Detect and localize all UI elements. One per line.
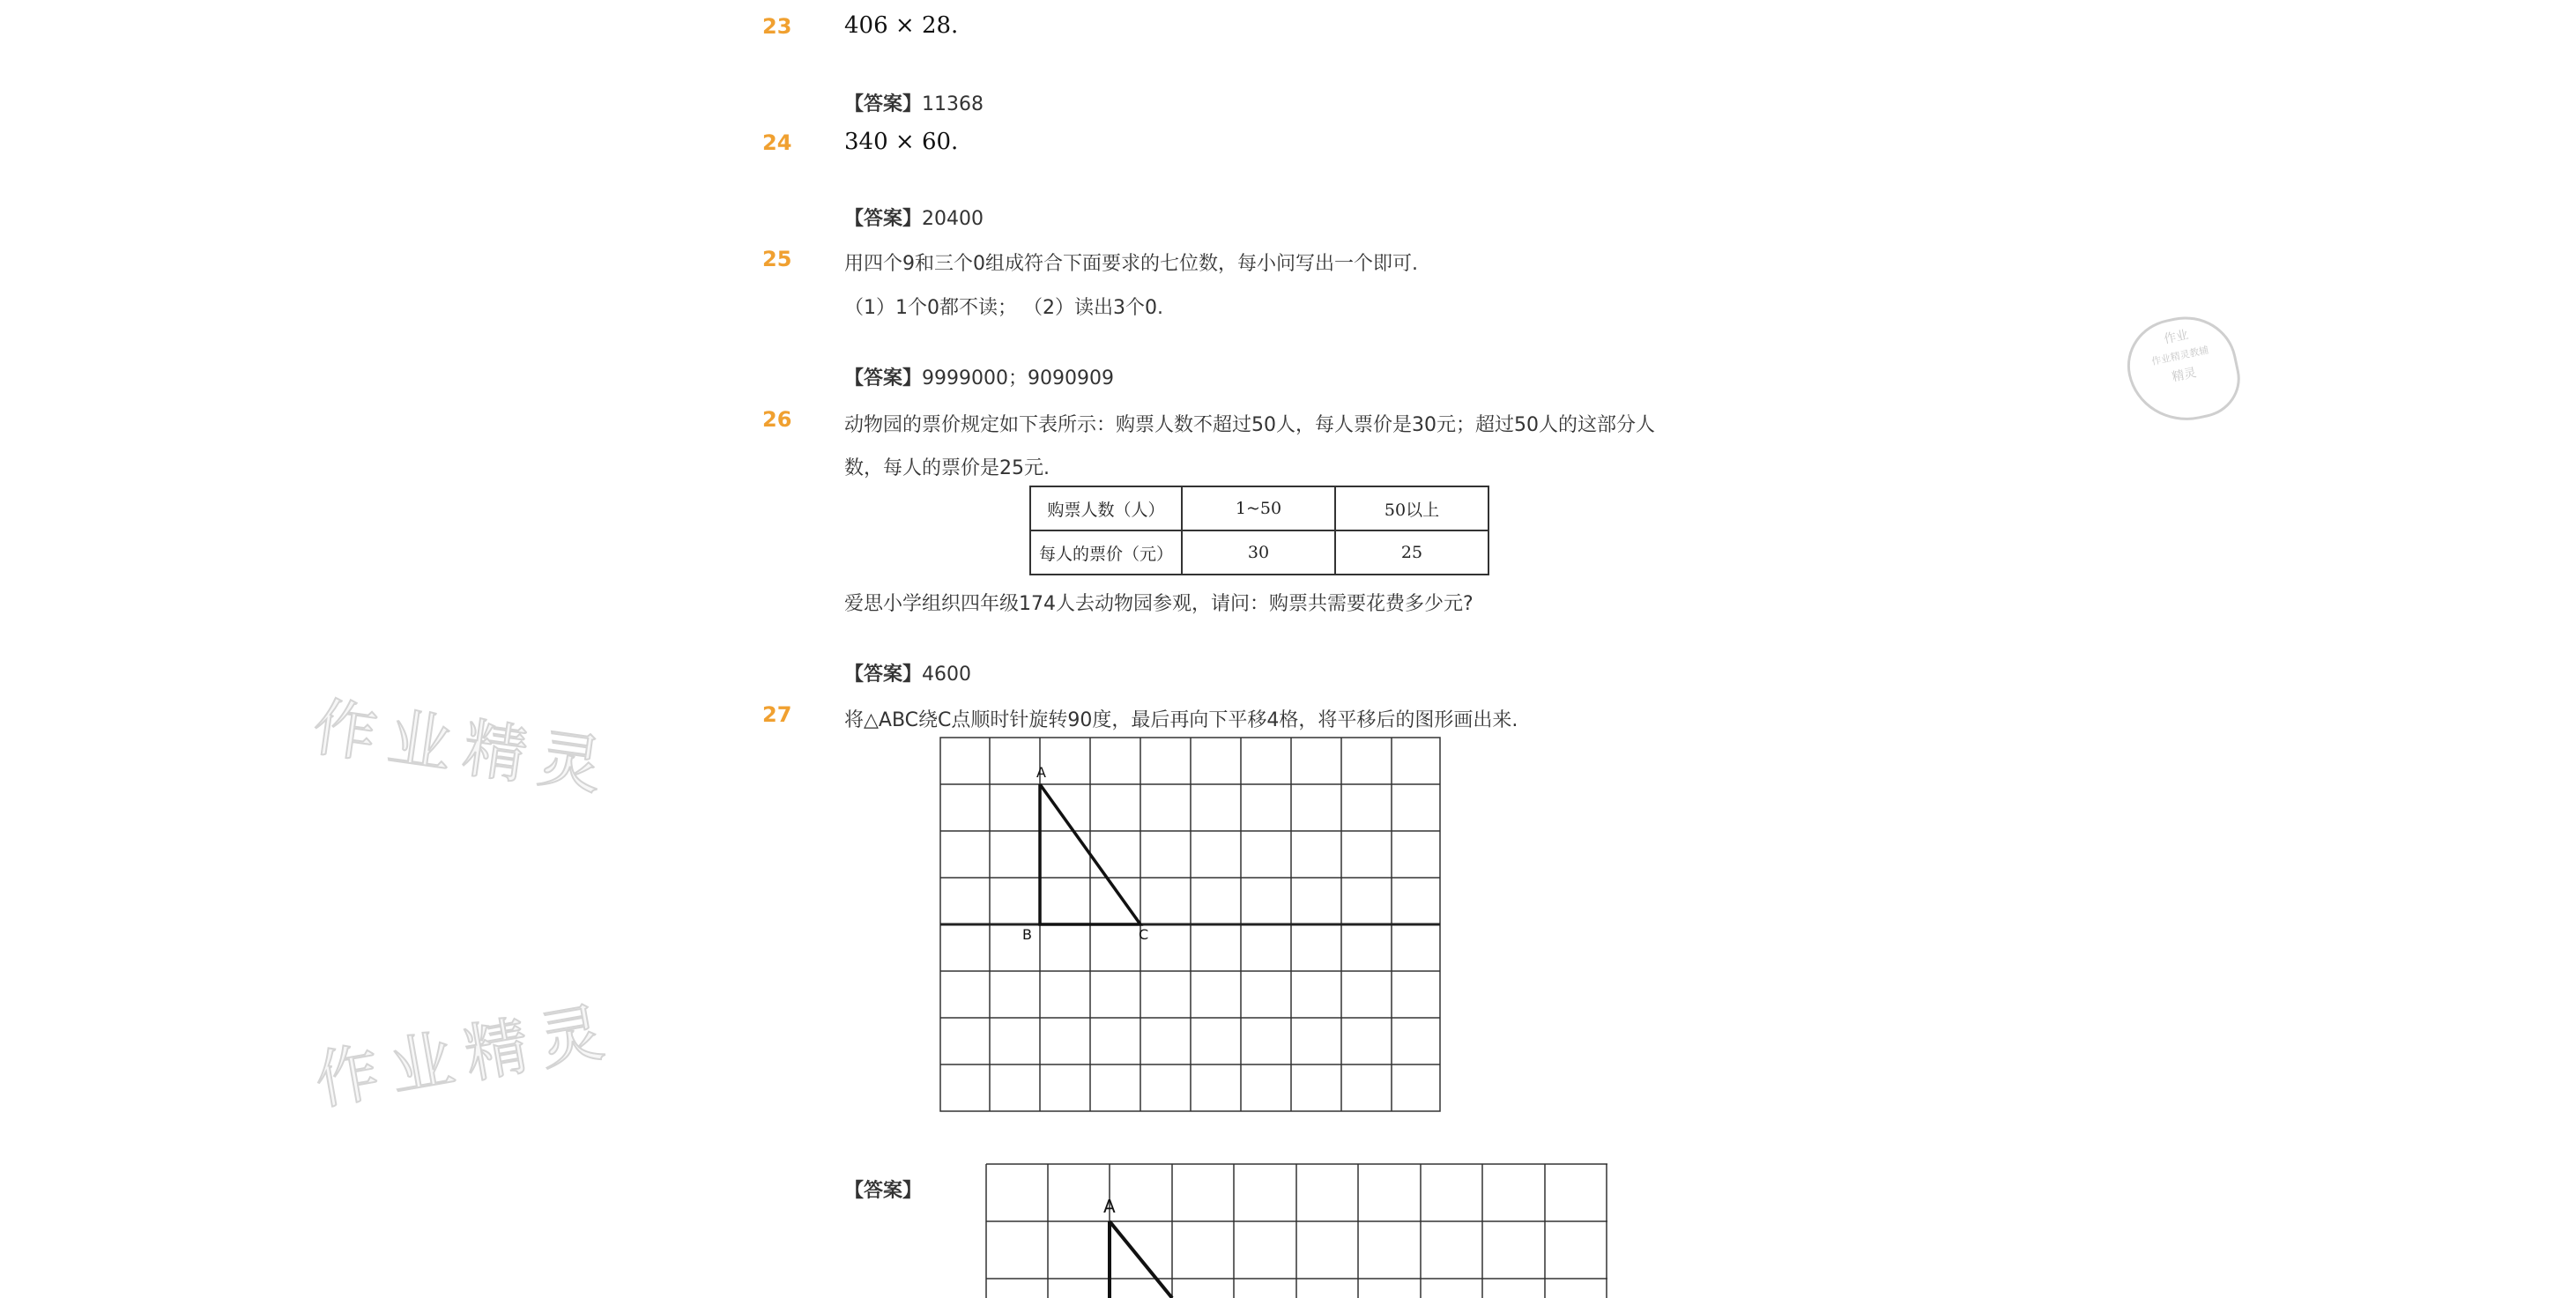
answer (844, 659, 971, 686)
stamp-bottom: 精灵 (2171, 366, 2198, 385)
table-cell: 30 (1182, 530, 1335, 575)
watermark: 作业精灵 (309, 992, 621, 1119)
grid-lines (986, 1164, 1607, 1298)
answer-value: 9999000；9090909 (922, 367, 1114, 389)
answer-value: 20400 (922, 208, 984, 230)
table-cell: 50以上 (1335, 486, 1488, 530)
table-row (1030, 530, 1488, 575)
answer (844, 204, 984, 231)
table-row (1030, 486, 1488, 530)
question-text: 将△ABC绕C点顺时针旋转90度，最后再向下平移4格，将平移后的图形画出来. (844, 709, 1518, 731)
question-text-cont: 数，每人的票价是25元. (844, 457, 1050, 479)
question-text: 用四个9和三个0组成符合下面要求的七位数，每小问写出一个即可. (844, 253, 1418, 275)
answer-label: 【答案】 (844, 664, 923, 686)
question-number: 26 (762, 407, 792, 432)
question-number: 25 (762, 247, 792, 271)
question-expression: 340 × 60. (844, 129, 959, 155)
answer-label: 【答案】 (844, 208, 923, 230)
answer-label: 【答案】 (844, 93, 923, 115)
answer-value: 11368 (922, 93, 984, 115)
question-text: 动物园的票价规定如下表所示：购票人数不超过50人，每人票价是30元；超过50人的这部分人 (844, 414, 1655, 436)
watermark: 作业精灵 (308, 689, 620, 805)
stamp-middle: 作业精灵教辅 (2150, 344, 2210, 368)
label-a: A (1036, 764, 1046, 781)
question-subparts: （1）1个0都不读； （2）读出3个0. (844, 297, 1163, 319)
question-number: 23 (762, 14, 792, 39)
table-cell: 25 (1335, 530, 1488, 575)
answer-label: 【答案】 (844, 367, 923, 389)
answer-grid (985, 1163, 1611, 1298)
price-table (1029, 486, 1489, 575)
label-c: C (1139, 926, 1149, 943)
table-cell: 1~50 (1182, 486, 1335, 530)
answer (844, 1176, 922, 1203)
answer-label: 【答案】 (844, 1180, 923, 1202)
answer-value: 4600 (922, 664, 972, 686)
question-expression: 406 × 28. (844, 12, 959, 39)
answer (844, 363, 1114, 390)
table-cell: 购票人数（人） (1030, 486, 1182, 530)
answer-label-a: A (1103, 1196, 1116, 1217)
question-number: 24 (762, 130, 792, 155)
answer (844, 89, 984, 116)
watermark-stamp (2119, 307, 2247, 431)
stamp-top: 作业 (2162, 328, 2190, 347)
question-grid (939, 737, 1444, 1116)
question-number: 27 (762, 702, 792, 727)
label-b: B (1022, 926, 1032, 943)
table-cell: 每人的票价（元） (1030, 530, 1182, 575)
answer-triangle-hyp (1110, 1221, 1172, 1298)
question-text-cont: 爱思小学组织四年级174人去动物园参观，请问：购票共需要花费多少元? (844, 593, 1474, 615)
